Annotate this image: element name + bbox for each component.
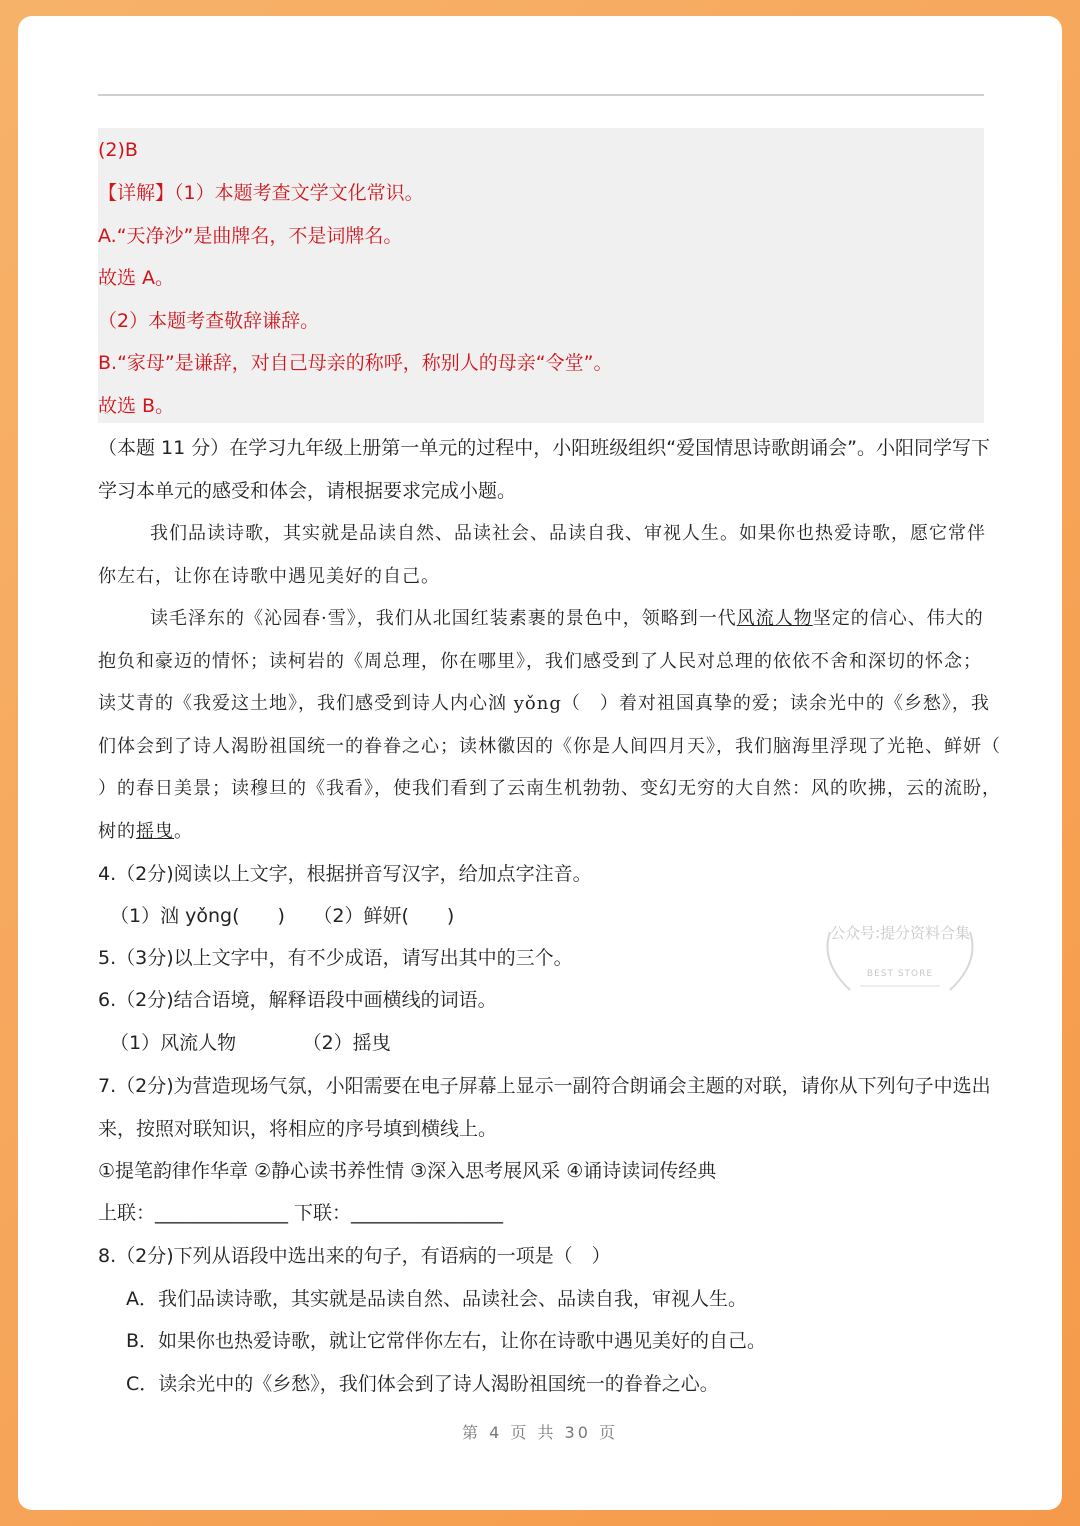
answer-line: 故选 A。 [98, 267, 175, 289]
passage-text: 树的 [98, 821, 136, 842]
answer-line: 【详解】（1）本题考查文学文化常识。 [98, 182, 424, 204]
question-intro: 学习本单元的感受和体会，请根据要求完成小题。 [98, 480, 517, 502]
document-page [18, 16, 1062, 1510]
passage-line: 们体会到了诗人渴盼祖国统一的眷眷之心；读林徽因的《你是人间四月天》，我们脑海里浮现了光艳、鲜妍（ [98, 736, 1001, 757]
passage-line: 我们品读诗歌，其实就是品读自然、品读社会、品读自我、审视人生。如果你也热爱诗歌，愿它常伴 [150, 523, 986, 544]
passage-line: ）的春日美景；读穆旦的《我看》，使我们看到了云南生机勃勃、变幻无穷的大自然：风的吹拂，云的流盼， [98, 778, 1001, 799]
option-a: A．我们品读诗歌，其实就是品读自然、品读社会、品读自我，审视人生。 [126, 1288, 747, 1310]
passage-line: 抱负和豪迈的情怀；读柯岩的《周总理，你在哪里》，我们感受到了人民对总理的依依不舍和深切的怀念； [98, 651, 982, 672]
couplet-blanks: 上联：______________ 下联：________________ [98, 1202, 504, 1224]
watermark-subtext: BEST STORE [866, 969, 934, 979]
header-divider [98, 94, 984, 96]
question-7-stem: 7.（2分)为营造现场气氛，小阳需要在电子屏幕上显示一副符合朗诵会主题的对联，请你从下列句子中选出 [98, 1075, 991, 1097]
option-c: C．读余光中的《乡愁》，我们体会到了诗人渴盼祖国统一的眷眷之心。 [126, 1373, 719, 1395]
question-6-stem: 6.（2分)结合语境，解释语段中画横线的词语。 [98, 989, 497, 1011]
answer-line: B.“家母”是谦辞，对自己母亲的称呼，称别人的母亲“令堂”。 [98, 352, 613, 374]
question-5-stem: 5.（3分)以上文字中，有不少成语，请写出其中的三个。 [98, 947, 573, 969]
underlined-term: 摇曳 [136, 821, 174, 842]
passage-line: 读艾青的《我爱这土地》，我们感受到诗人内心汹 yǒng（ ）着对祖国真挚的爱；读余光中的《乡愁》，我 [98, 693, 990, 714]
question-6-items: （1）风流人物 （2）摇曳 [110, 1032, 391, 1054]
passage-text: 读毛泽东的《沁园春·雪》，我们从北国红装素裹的景色中，领略到一代 [150, 608, 737, 629]
passage-line [98, 819, 193, 845]
answer-line: (2)B [98, 139, 138, 161]
question-4-items: （1）汹 yǒng( ) （2）鲜妍( ) [110, 905, 455, 927]
answer-line: （2）本题考查敬辞谦辞。 [98, 310, 320, 332]
watermark-text: 公众号:提分资料合集 [829, 924, 971, 942]
passage-line: 你左右，让你在诗歌中遇见美好的自己。 [98, 566, 440, 587]
passage-text: 坚定的信心、伟大的 [812, 608, 984, 629]
question-intro: （本题 11 分）在学习九年级上册第一单元的过程中，小阳班级组织“爱国情思诗歌朗诵会”。小阳同学写下 [98, 437, 990, 459]
question-4-stem: 4.（2分)阅读以上文字，根据拼音写汉字，给加点字注音。 [98, 863, 592, 885]
question-8-stem: 8.（2分)下列从语段中选出来的句子，有语病的一项是（ ） [98, 1245, 611, 1267]
page-number: 第 4 页 共 30 页 [462, 1423, 618, 1442]
passage-line [150, 606, 984, 632]
passage-text: 。 [174, 821, 193, 842]
option-b: B．如果你也热爱诗歌，就让它常伴你左右，让你在诗歌中遇见美好的自己。 [126, 1330, 767, 1352]
answer-block [98, 128, 984, 423]
laurel-icon [810, 912, 990, 998]
underlined-term: 风流人物 [736, 608, 813, 629]
question-7-stem: 来，按照对联知识，将相应的序号填到横线上。 [98, 1118, 498, 1140]
question-7-options: ①提笔韵律作华章 ②静心读书养性情 ③深入思考展风采 ④诵诗读词传经典 [98, 1160, 717, 1182]
watermark-stamp [810, 912, 990, 998]
answer-line: 故选 B。 [98, 395, 175, 417]
answer-line: A.“天净沙”是曲牌名，不是词牌名。 [98, 225, 403, 247]
